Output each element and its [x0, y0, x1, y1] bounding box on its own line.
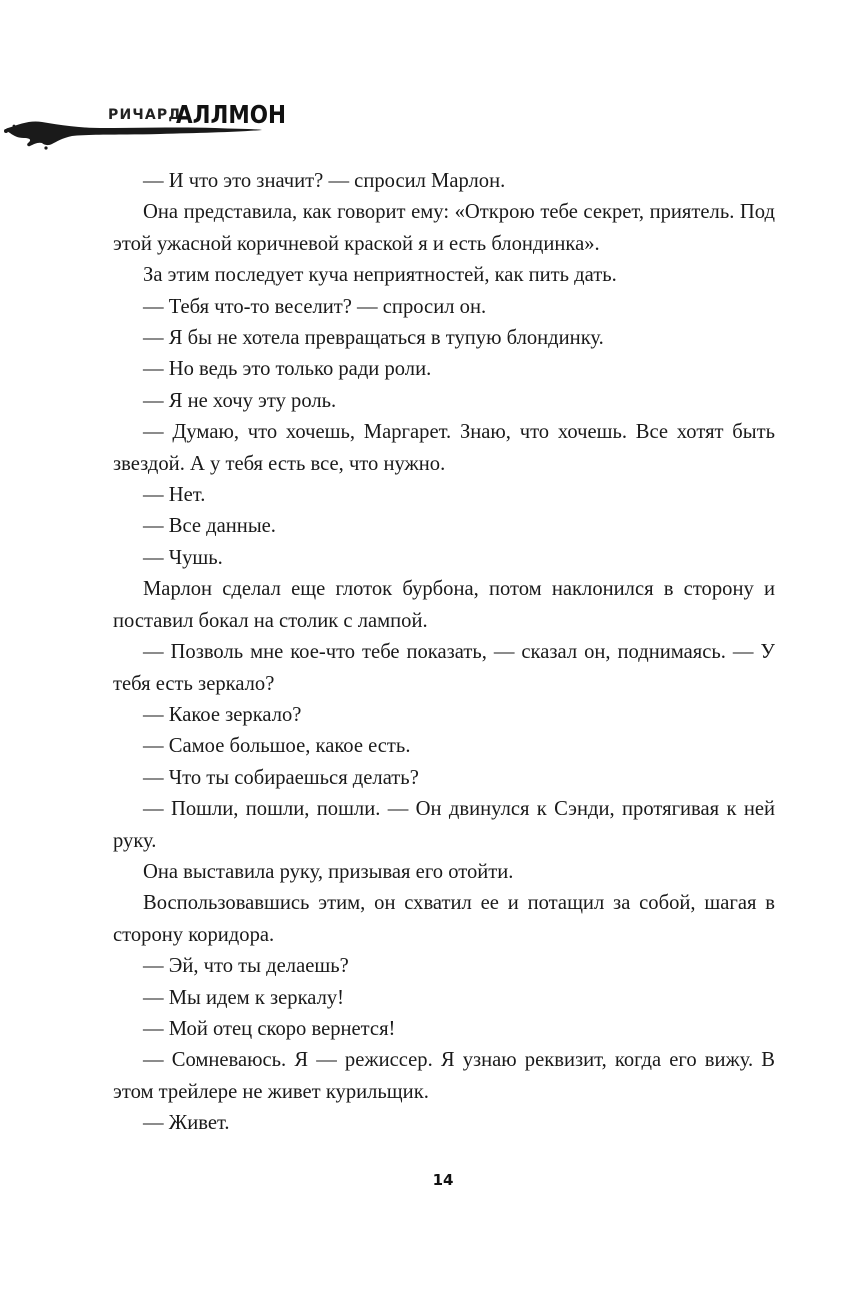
paragraph: — Думаю, что хочешь, Маргарет. Знаю, что хочешь. Все хотят быть звездой. А у тебя есть все, что нужно.	[113, 421, 775, 475]
paragraph: Марлон сделал еще глоток бурбона, потом наклонился в сторону и поставил бокал на столик с лампой.	[113, 578, 775, 632]
paragraph: — Чушь.	[143, 546, 223, 569]
paragraph: — Какое зеркало?	[143, 703, 302, 726]
paragraph: — Сомневаюсь. Я — режиссер. Я узнаю реквизит, когда его вижу. В этом трейлере не живет курильщик.	[113, 1049, 775, 1103]
paragraph: — Позволь мне кое-что тебе показать, — сказал он, поднимаясь. — У тебя есть зеркало?	[113, 641, 775, 695]
body-text	[113, 166, 775, 1140]
paragraph: — Мой отец скоро вернется!	[143, 1017, 396, 1040]
paragraph: — И что это значит? — спросил Марлон.	[143, 170, 506, 192]
paragraph: — Но ведь это только ради роли.	[143, 358, 432, 381]
page-number: 14	[432, 1171, 454, 1189]
paragraph: — Мы идем к зеркалу!	[143, 986, 345, 1009]
paragraph: — Живет.	[143, 1112, 230, 1135]
paragraph: Она представила, как говорит ему: «Открою тебе секрет, приятель. Под этой ужасной коричневой краской я и есть блондинка».	[113, 201, 775, 255]
paragraph: За этим последует куча неприятностей, как пить дать.	[143, 264, 617, 287]
paragraph: Воспользовавшись этим, он схватил ее и потащил за собой, шагая в сторону коридора.	[113, 892, 775, 946]
paragraph: — Все данные.	[143, 515, 276, 538]
header-author-last-name: АЛЛМОН	[176, 100, 287, 129]
paragraph: — Эй, что ты делаешь?	[143, 955, 349, 978]
paragraph: — Пошли, пошли, пошли. — Он двинулся к Сэнди, протягивая к ней руку.	[113, 798, 775, 852]
paragraph: — Я бы не хотела превращаться в тупую блондинку.	[143, 327, 604, 350]
header-author-first-name: РИЧАРД	[108, 107, 183, 123]
paragraph: — Я не хочу эту роль.	[143, 389, 337, 412]
paragraph: — Что ты собираешься делать?	[143, 766, 419, 789]
paragraph: — Нет.	[143, 484, 206, 507]
paragraph: — Самое большое, какое есть.	[143, 735, 411, 758]
paragraph: — Тебя что-то веселит? — спросил он.	[143, 295, 487, 318]
paragraph: Она выставила руку, призывая его отойти.	[143, 860, 514, 883]
